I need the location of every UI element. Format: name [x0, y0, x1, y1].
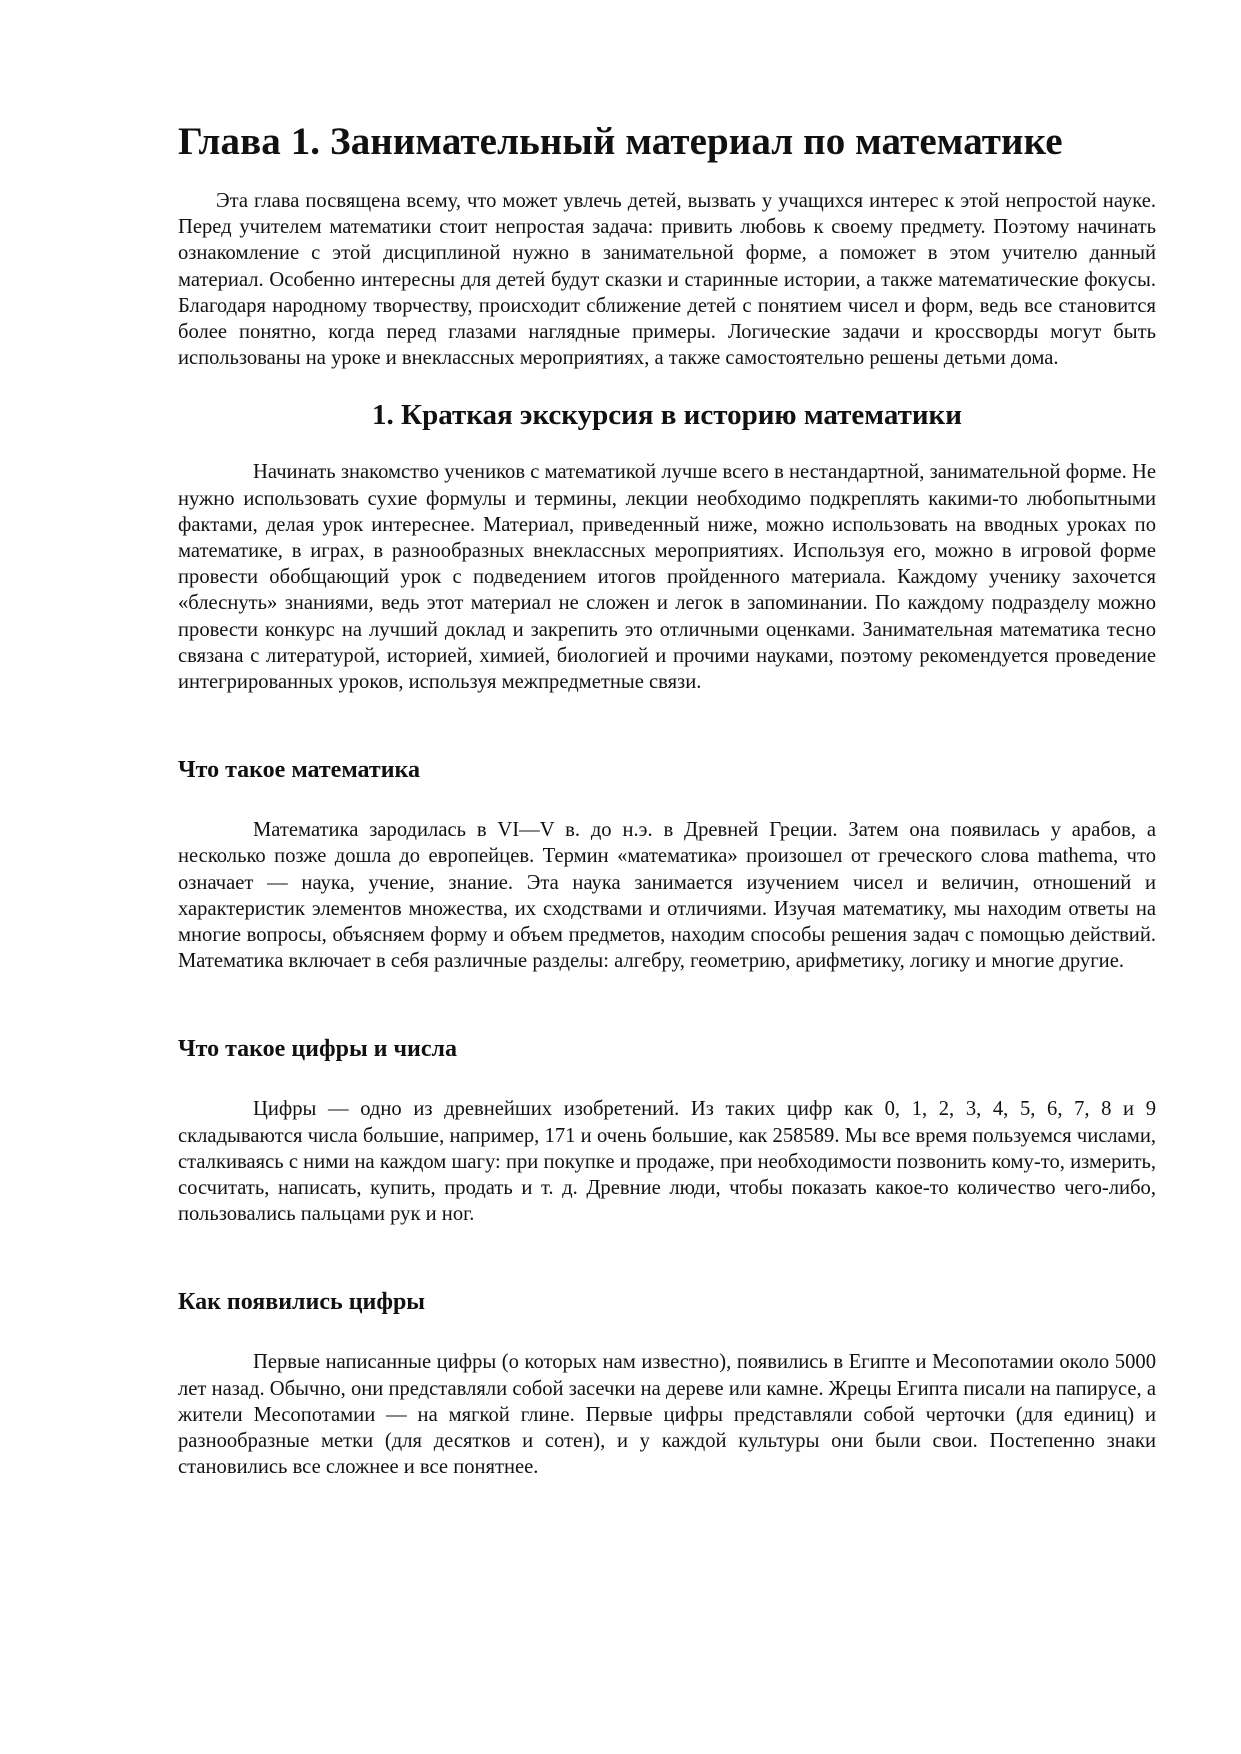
subsection-paragraph-digits-origin: Первые написанные цифры (о которых нам известно), появились в Египте и Месопотамии около 5000 лет назад. Обычно, они представляли собой засечки на дереве или камне. Жрецы Египта писали на папирусе, а жители Месопотамии — на мягкой глине. Первые цифры представляли собой черточки (для единиц) и разнообразные метки (для десятков и сотен), и у каждой культуры они были свои. Постепенно знаки становились все сложнее и все понятнее. [178, 1351, 1156, 1479]
chapter-title: Глава 1. Занимательный материал по математике [178, 120, 1063, 163]
subsection-paragraph-math: Математика зародилась в VI—V в. до н.э. в Древней Греции. Затем она появилась у арабов, а несколько позже дошла до европейцев. Термин «математика» произошел от греческого слова mathema, что означает — наука, учение, знание. Эта наука занимается изучением чисел и величин, отношений и характеристик элементов множества, их сходствами и отличиями. Изучая математику, мы находим ответы на многие вопросы, объясняем форму и объем предметов, находим способы решения задач с помощью действий. Математика включает в себя различные разделы: алгебру, геометрию, арифметику, логику и многие другие. [178, 819, 1156, 973]
subsection-title-digits-origin: Как появились цифры [178, 1289, 426, 1316]
subsection-title-math: Что такое математика [178, 757, 420, 784]
subsection-paragraph-digits-numbers: Цифры — одно из древнейших изобретений. Из таких цифр как 0, 1, 2, 3, 4, 5, 6, 7, 8 и 9 складываются числа большие, например, 171 и очень большие, как 258589. Мы все время пользуемся числами, сталкиваясь с ними на каждом шагу: при покупке и продаже, при необходимости позвонить кому-то, измерить, сосчитать, написать, купить, продать и т. д. Древние люди, чтобы показать какое-то количество чего-либо, пользовались пальцами рук и ног. [178, 1098, 1156, 1226]
subsection-title-digits-numbers: Что такое цифры и числа [178, 1036, 457, 1063]
section-paragraph: Начинать знакомство учеников с математикой лучше всего в нестандартной, занимательной форме. Не нужно использовать сухие формулы и термины, лекции необходимо подкреплять какими-то любопытными фактами, делая урок интереснее. Материал, приведенный ниже, можно использовать на вводных уроках по математике, в играх, в разнообразных внеклассных мероприятиях. Используя его, можно в игровой форме провести обобщающий урок с подведением итогов пройденного материала. Каждому ученику захочется «блеснуть» знаниями, ведь этот материал не сложен и легок в запоминании. По каждому подразделу можно провести конкурс на лучший доклад и закрепить это отличными оценками. Занимательная математика тесно связана с литературой, историей, химией, биологией и прочими науками, поэтому рекомендуется проведение интегрированных уроков, используя межпредметные связи. [178, 461, 1156, 694]
document-page [178, 118, 1156, 1481]
section-title: 1. Краткая экскурсия в историю математики [372, 399, 962, 432]
chapter-intro-paragraph: Эта глава посвящена всему, что может увлечь детей, вызвать у учащихся интерес к этой непростой науке. Перед учителем математики стоит непростая задача: привить любовь к своему предмету. Поэтому начинать ознакомление с этой дисциплиной нужно в занимательной форме, а поможет в этом учителю данный материал. Особенно интересны для детей будут сказки и старинные истории, а также математические фокусы. Благодаря народному творчеству, происходит сближение детей с понятием чисел и форм, ведь все становится более понятно, когда перед глазами наглядные примеры. Логические задачи и кроссворды могут быть использованы на уроке и внеклассных мероприятиях, а также самостоятельно решены детьми дома. [178, 190, 1156, 370]
